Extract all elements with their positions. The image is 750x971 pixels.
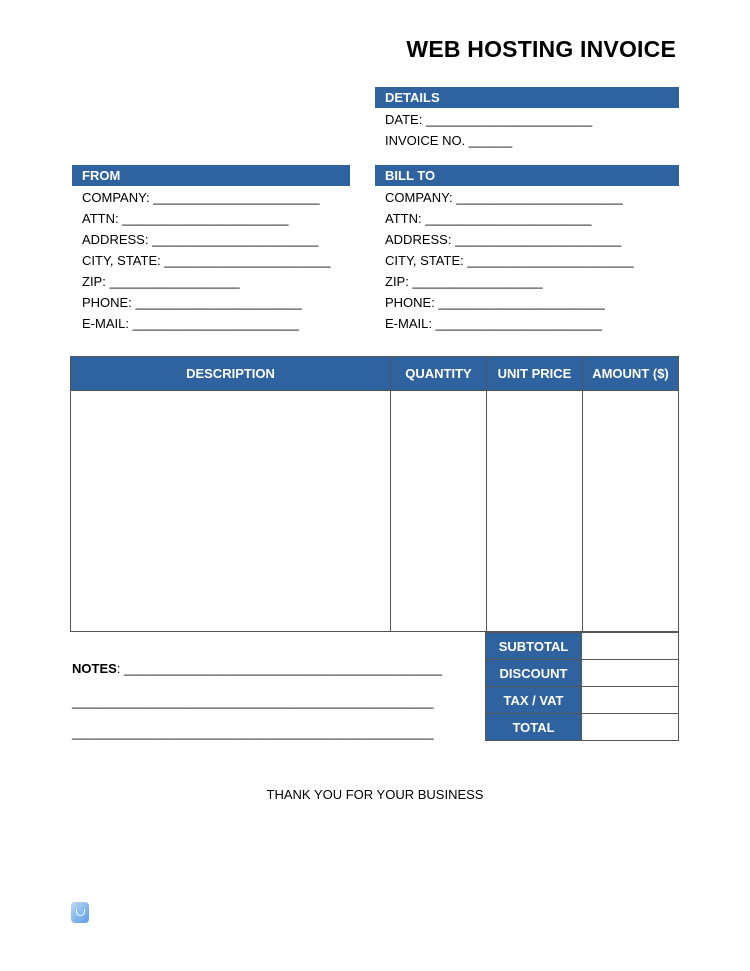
from-city-state-field[interactable]: CITY, STATE: _______________________	[82, 253, 331, 268]
column-header-quantity: QUANTITY	[391, 357, 487, 391]
tax-value[interactable]	[582, 687, 679, 714]
notes-label: NOTES	[72, 661, 117, 676]
from-attn-field[interactable]: ATTN: _______________________	[82, 211, 289, 226]
column-header-description: DESCRIPTION	[71, 357, 391, 391]
tax-row	[486, 687, 679, 714]
date-field[interactable]: DATE: _______________________	[385, 112, 593, 127]
bill-to-company-field[interactable]: COMPANY: _______________________	[385, 190, 623, 205]
table-header-row	[71, 357, 679, 391]
amount-cell[interactable]	[583, 391, 679, 632]
notes-line-1[interactable]	[72, 661, 442, 676]
bill-to-email-field[interactable]: E-MAIL: _______________________	[385, 316, 602, 331]
column-header-amount: AMOUNT ($)	[583, 357, 679, 391]
column-header-unit-price: UNIT PRICE	[487, 357, 583, 391]
bill-to-city-state-field[interactable]: CITY, STATE: _______________________	[385, 253, 634, 268]
totals-table	[485, 632, 679, 741]
unit-price-cell[interactable]	[487, 391, 583, 632]
from-email-field[interactable]: E-MAIL: _______________________	[82, 316, 299, 331]
subtotal-label: SUBTOTAL	[486, 633, 582, 660]
bill-to-address-field[interactable]: ADDRESS: _______________________	[385, 232, 622, 247]
discount-row	[486, 660, 679, 687]
subtotal-value[interactable]	[582, 633, 679, 660]
tax-label: TAX / VAT	[486, 687, 582, 714]
notes-line-2[interactable]: __________________________________________________	[72, 694, 434, 709]
bill-to-zip-field[interactable]: ZIP: __________________	[385, 274, 543, 289]
total-value[interactable]	[582, 714, 679, 741]
bill-to-header: BILL TO	[375, 165, 679, 186]
invoice-number-field[interactable]: INVOICE NO. ______	[385, 133, 513, 148]
from-phone-field[interactable]: PHONE: _______________________	[82, 295, 302, 310]
discount-label: DISCOUNT	[486, 660, 582, 687]
table-row	[71, 391, 679, 632]
notes-line-3[interactable]: __________________________________________________	[72, 725, 434, 740]
from-header: FROM	[72, 165, 350, 186]
thank-you-message: THANK YOU FOR YOUR BUSINESS	[266, 787, 484, 802]
subtotal-row	[486, 633, 679, 660]
document-logo-icon	[71, 902, 89, 923]
description-cell[interactable]	[71, 391, 391, 632]
line-items-table	[70, 356, 679, 632]
from-company-field[interactable]: COMPANY: _______________________	[82, 190, 320, 205]
invoice-title: WEB HOSTING INVOICE	[406, 36, 676, 62]
discount-value[interactable]	[582, 660, 679, 687]
notes-line-1-blank: : ____________________________________________	[116, 661, 443, 676]
bill-to-phone-field[interactable]: PHONE: _______________________	[385, 295, 605, 310]
quantity-cell[interactable]	[391, 391, 487, 632]
total-label: TOTAL	[486, 714, 582, 741]
from-zip-field[interactable]: ZIP: __________________	[82, 274, 240, 289]
total-row	[486, 714, 679, 741]
bill-to-attn-field[interactable]: ATTN: _______________________	[385, 211, 592, 226]
details-header: DETAILS	[375, 87, 679, 108]
from-address-field[interactable]: ADDRESS: _______________________	[82, 232, 319, 247]
